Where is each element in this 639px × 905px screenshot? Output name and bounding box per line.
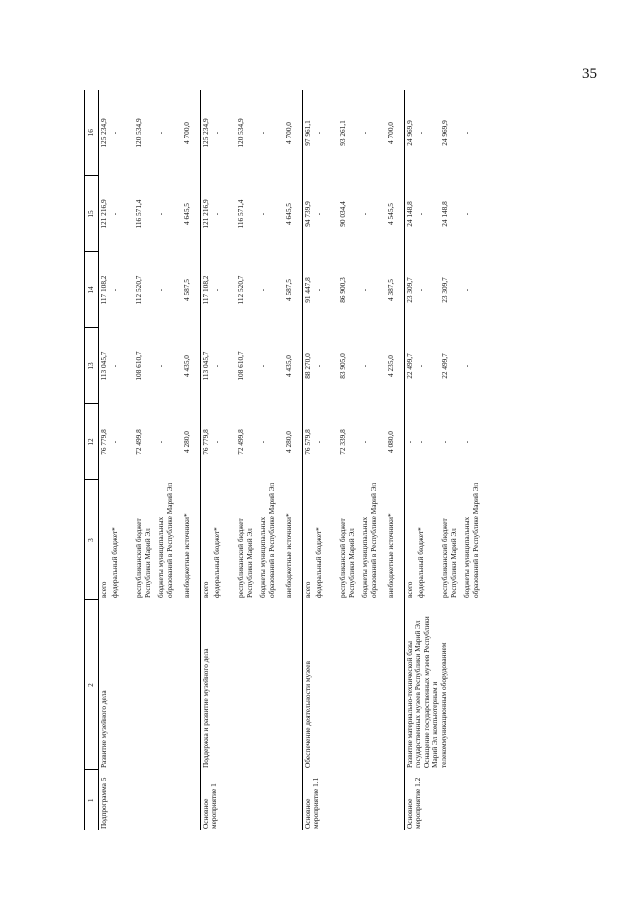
amount-cell: 4 080,0 (386, 431, 396, 453)
amount-cell: - (314, 212, 324, 216)
program-title: Развитие музейного дела (98, 690, 108, 768)
funding-source: федеральный бюджет* (416, 527, 426, 598)
amount-cell: 76 579,8 (302, 404, 314, 480)
amount-cell: 121 216,9 (98, 199, 108, 229)
amount-cell: - (360, 440, 370, 444)
program-label: Подпрограмма 5 (98, 777, 108, 829)
amount-cell: - (258, 131, 268, 135)
amount-cell: 108 610,7 (236, 351, 246, 381)
table-row (302, 90, 314, 830)
rotated-table-container (84, 90, 554, 830)
funding-source: всего (404, 480, 416, 600)
amount-cell: 4 700,0 (182, 122, 192, 144)
program-title: Развитие материально-технической базы государственных музеев Республики Марий Эл Оснащение государственных музеев Республики Марий Эл компьютерным и телекоммуникационным оборудованием (404, 600, 488, 770)
amount-cell: - (110, 212, 120, 216)
amount-cell: - (462, 212, 472, 216)
amount-cell: 120 534,9 (134, 118, 144, 148)
amount-cell: 108 610,7 (134, 351, 144, 381)
amount-cell: 4 645,5 (182, 203, 192, 225)
funding-source: республиканский бюджет Республики Марий Эл (440, 518, 458, 598)
amount-cell: 113 045,7 (200, 328, 212, 404)
header-cell: 14 (85, 252, 99, 328)
funding-source: бюджеты муниципальных образований в Республике Марий Эл (462, 482, 480, 598)
amount-cell: 113 045,7 (98, 351, 108, 381)
amount-cell: 83 905,0 (338, 353, 348, 379)
amount-cell: 4 435,0 (284, 355, 294, 377)
amount-cell: 4 280,0 (284, 431, 294, 453)
amount-cell: 24 969,9 (440, 120, 450, 146)
amount-cell: 90 034,4 (338, 201, 348, 227)
funding-source: федеральный бюджет* (110, 527, 120, 598)
amount-cell: 112 520,7 (236, 275, 246, 305)
funding-source: бюджеты муниципальных образований в Республике Марий Эл (360, 482, 378, 598)
amount-cell: 94 739,9 (302, 176, 314, 252)
amount-cell: 117 108,2 (98, 275, 108, 305)
amount-cell: - (416, 212, 426, 216)
amount-cell: 4 700,0 (284, 122, 294, 144)
amount-cell: - (462, 131, 472, 135)
amount-cell: 125 234,9 (98, 118, 108, 148)
amount-cell: 4 387,5 (386, 279, 396, 301)
amount-cell: - (156, 364, 166, 368)
funding-source: внебюджетные источники* (386, 513, 396, 598)
amount-cell: 4 587,5 (182, 279, 192, 301)
amount-cell: - (110, 440, 120, 444)
amount-cell: 93 261,1 (338, 120, 348, 146)
amount-cell: 24 148,8 (440, 201, 450, 227)
amount-cell: 4 235,0 (386, 355, 396, 377)
header-cell: 16 (85, 90, 99, 176)
table-row (98, 90, 110, 830)
amount-cell: - (110, 131, 120, 135)
amount-cell: 4 587,5 (284, 279, 294, 301)
budget-table (84, 90, 488, 830)
funding-source: федеральный бюджет* (314, 527, 324, 598)
funding-source: республиканский бюджет Республики Марий Эл (236, 518, 254, 598)
amount-cell: - (416, 364, 426, 368)
table-body (98, 90, 488, 830)
table-row (200, 90, 212, 830)
amount-cell: 4 435,0 (182, 355, 192, 377)
amount-cell: - (110, 364, 120, 368)
amount-cell: 88 270,0 (302, 328, 314, 404)
program-label: Основное мероприятие 1 (200, 770, 302, 830)
amount-cell: - (416, 288, 426, 292)
amount-cell: - (360, 288, 370, 292)
amount-cell: 22 499,7 (404, 328, 416, 404)
header-cell: 3 (85, 480, 99, 600)
program-title: Обеспечение деятельности музеев (302, 600, 404, 770)
amount-cell: - (462, 440, 472, 444)
funding-source: федеральный бюджет* (212, 527, 222, 598)
amount-cell: 23 309,7 (404, 252, 416, 328)
amount-cell: 22 499,7 (440, 353, 450, 379)
amount-cell: - (314, 131, 324, 135)
funding-source: всего (200, 480, 212, 600)
amount-cell: 91 447,8 (302, 252, 314, 328)
amount-cell: 76 779,8 (98, 429, 108, 455)
amount-cell: - (360, 131, 370, 135)
amount-cell: 24 148,8 (404, 176, 416, 252)
header-cell: 15 (85, 176, 99, 252)
amount-cell: 4 280,0 (182, 431, 192, 453)
amount-cell: 117 108,2 (200, 252, 212, 328)
funding-source: внебюджетные источники* (182, 513, 192, 598)
funding-source: бюджеты муниципальных образований в Республике Марий Эл (258, 482, 276, 598)
amount-cell: 97 961,1 (302, 90, 314, 176)
amount-cell: 112 520,7 (134, 275, 144, 305)
amount-cell: 4 700,0 (386, 122, 396, 144)
header-cell: 2 (85, 600, 99, 770)
amount-cell: - (156, 288, 166, 292)
amount-cell: 72 499,8 (134, 429, 144, 455)
funding-source: всего (302, 480, 314, 600)
page-number: 35 (582, 66, 597, 82)
amount-cell: 72 339,8 (338, 429, 348, 455)
header-cell: 13 (85, 328, 99, 404)
amount-cell: - (360, 364, 370, 368)
amount-cell: - (314, 440, 324, 444)
amount-cell: 76 779,8 (200, 404, 212, 480)
amount-cell: 116 571,4 (134, 199, 144, 229)
amount-cell: 120 534,9 (236, 118, 246, 148)
amount-cell: 72 499,8 (236, 429, 246, 455)
amount-cell: - (110, 288, 120, 292)
program-label: Основное мероприятие 1.1 (302, 770, 404, 830)
header-cell: 1 (85, 770, 99, 830)
amount-cell: - (462, 364, 472, 368)
amount-cell: - (258, 364, 268, 368)
amount-cell: - (258, 440, 268, 444)
amount-cell: 125 234,9 (200, 90, 212, 176)
amount-cell: - (212, 440, 222, 444)
amount-cell: 116 571,4 (236, 199, 246, 229)
amount-cell: - (258, 288, 268, 292)
funding-source: республиканский бюджет Республики Марий Эл (338, 518, 356, 598)
funding-source: внебюджетные источники* (284, 513, 294, 598)
amount-cell: - (462, 288, 472, 292)
amount-cell: - (212, 288, 222, 292)
amount-cell: - (212, 212, 222, 216)
amount-cell: - (416, 440, 426, 444)
amount-cell: - (404, 404, 416, 480)
amount-cell: - (314, 364, 324, 368)
header-cell: 12 (85, 404, 99, 480)
table-header-row (85, 90, 99, 830)
amount-cell: 24 969,9 (404, 90, 416, 176)
funding-source: республиканский бюджет Республики Марий Эл (134, 518, 152, 598)
amount-cell: - (416, 131, 426, 135)
program-title: Поддержка и развитие музейного дела (200, 600, 302, 770)
amount-cell: 4 645,5 (284, 203, 294, 225)
amount-cell: - (360, 212, 370, 216)
amount-cell: - (314, 288, 324, 292)
amount-cell: - (156, 212, 166, 216)
funding-source: всего (98, 581, 108, 598)
program-label: Основное мероприятие 1.2 (404, 770, 488, 830)
amount-cell: - (156, 131, 166, 135)
amount-cell: - (212, 131, 222, 135)
amount-cell: - (156, 440, 166, 444)
amount-cell: - (212, 364, 222, 368)
amount-cell: 4 545,5 (386, 203, 396, 225)
table-row (404, 90, 416, 830)
amount-cell: - (440, 440, 450, 444)
funding-source: бюджеты муниципальных образований в Республике Марий Эл (156, 482, 174, 598)
amount-cell: 121 216,9 (200, 176, 212, 252)
amount-cell: 23 309,7 (440, 277, 450, 303)
amount-cell: 86 900,3 (338, 277, 348, 303)
amount-cell: - (258, 212, 268, 216)
